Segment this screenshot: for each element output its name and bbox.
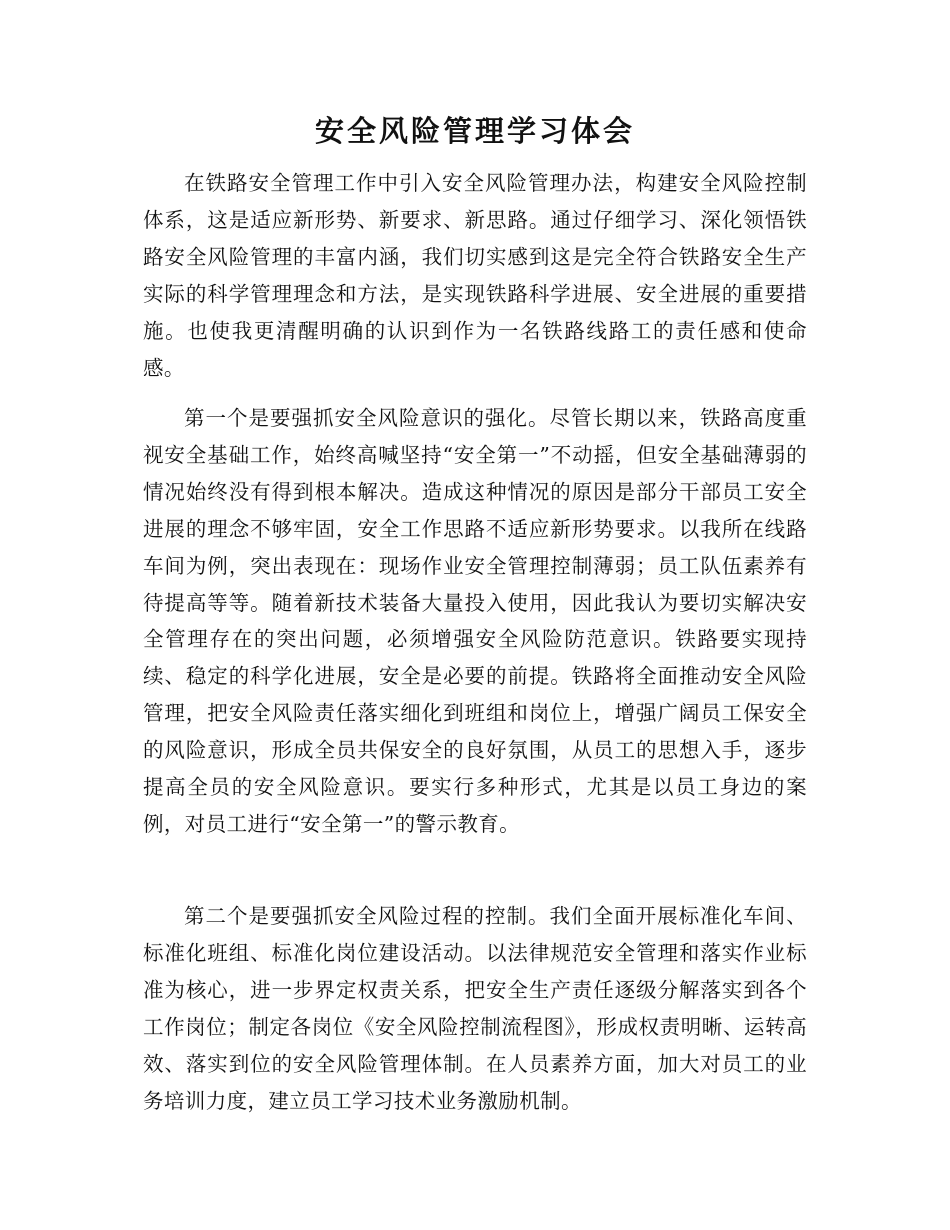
paragraph-intro: 在铁路安全管理工作中引入安全风险管理办法，构建安全风险控制体系，这是适应新形势、新要求、新思路。通过仔细学习、深化领悟铁路安全风险管理的丰富内涵，我们切实感到这是完全符合铁路安全生产实际的科学管理理念和方法，是实现铁路科学进展、安全进展的重要措施。也使我更清醒明确的认识到作为一名铁路线路工的责任感和使命感。 xyxy=(143,171,807,380)
document-title: 安全风险管理学习体会 xyxy=(314,114,635,148)
paragraph-risk-control: 第二个是要强抓安全风险过程的控制。我们全面开展标准化车间、标准化班组、标准化岗位建设活动。以法律规范安全管理和落实作业标准为核心，进一步界定权责关系，把安全生产责任逐级分解落实到各个工作岗位；制定各岗位《安全风险控制流程图》，形成权责明晰、运转高效、落实到位的安全风险管理体制。在人员素养方面，加大对员工的业务培训力度，建立员工学习技术业务激励机制。 xyxy=(143,904,807,1113)
paragraph-risk-awareness: 第一个是要强抓安全风险意识的强化。尽管长期以来，铁路高度重视安全基础工作，始终高喊坚持“安全第一”不动摇，但安全基础薄弱的情况始终没有得到根本解决。造成这种情况的原因是部分干部员工安全进展的理念不够牢固，安全工作思路不适应新形势要求。以我所在线路车间为例，突出表现在：现场作业安全管理控制薄弱；员工队伍素养有待提高等等。随着新技术装备大量投入使用，因此我认为要切实解决安全管理存在的突出问题，必须增强安全风险防范意识。铁路要实现持续、稳定的科学化进展，安全是必要的前提。铁路将全面推动安全风险管理，把安全风险责任落实细化到班组和岗位上，增强广阔员工保安全的风险意识，形成全员共保安全的良好氛围，从员工的思想入手，逐步提高全员的安全风险意识。要实行多种形式，尤其是以员工身边的案例，对员工进行“安全第一”的警示教育。 xyxy=(143,406,807,836)
